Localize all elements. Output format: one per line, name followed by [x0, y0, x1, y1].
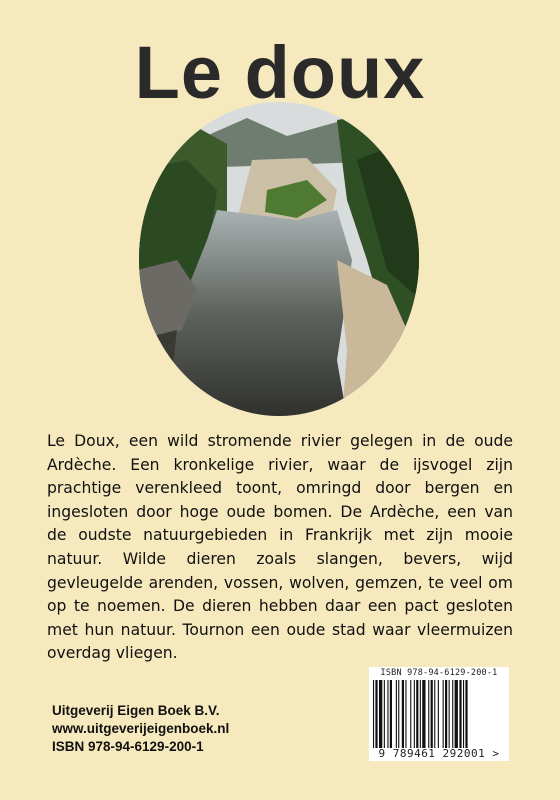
- publisher-website: www.uitgeverijeigenboek.nl: [52, 721, 230, 736]
- isbn-barcode: [369, 667, 509, 761]
- publisher-info: [52, 702, 229, 756]
- back-cover-blurb: Le Doux, een wild stromende rivier gelegen in de oude Ardèche. Een kronkelige rivier, waar de ijsvogel zijn prachtige verenkleed toont, omringd door bergen en ingesloten door hoge oude bomen. De Ardèche, een van de oudste natuurgebieden in Frankrijk met zijn mooie natuur. Wilde dieren zoals slangen, bevers, wijd gevleugelde arenden, vossen, wolven, gemzen, te veel om op te noemen. De dieren hebben daar een pact gesloten met hun natuur. Tournon een oude stad waar vleermuizen overdag vliegen.: [47, 432, 513, 663]
- barcode-bars: [371, 680, 507, 748]
- barcode-digits: 9 789461 292001 >: [378, 747, 500, 760]
- river-photo: [137, 100, 421, 418]
- barcode-isbn-label: ISBN 978-94-6129-200-1: [380, 668, 498, 678]
- publisher-name: Uitgeverij Eigen Boek B.V.: [52, 703, 220, 718]
- publisher-isbn: ISBN 978-94-6129-200-1: [52, 739, 204, 754]
- book-title: Le doux: [134, 31, 426, 114]
